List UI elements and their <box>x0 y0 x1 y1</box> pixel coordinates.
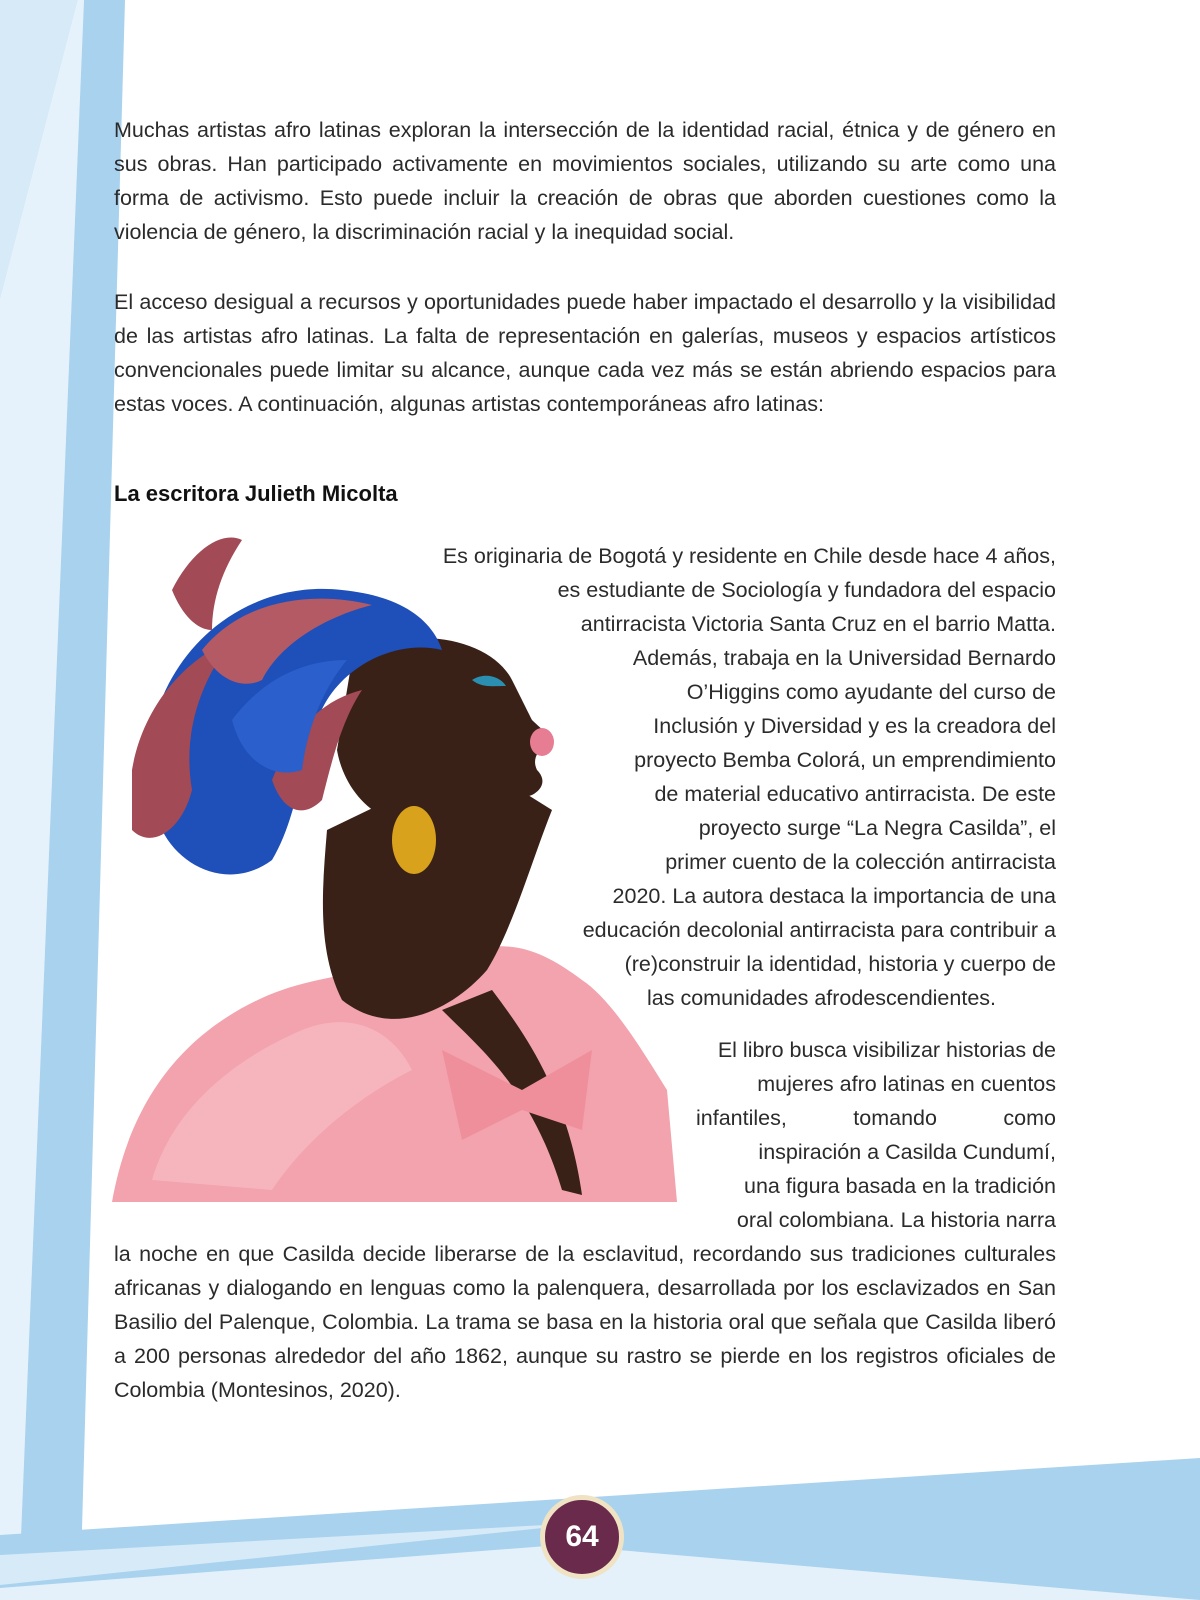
page-number-badge: 64 <box>540 1495 624 1579</box>
bio-line-10: primer cuento de la colección antirracista <box>665 850 1056 874</box>
book-paragraph-rest: la noche en que Casilda decide liberarse de la esclavitud, recordando sus tradiciones culturales africanas y dialogando en lenguas como la palenquera, desarrollada por los esclavizados en San Basilio del Palenque, Colombia. La trama se basa en la historia oral que señala que Casilda liberó a 200 personas alrededor del año 1862, aunque su rastro se pierde en los registros oficiales de Colombia (Montesinos, 2020). <box>114 1242 1056 1402</box>
bio-line-13: (re)construir la identidad, historia y cuerpo de <box>624 952 1056 976</box>
earring <box>392 806 436 874</box>
intro-paragraph-1: Muchas artistas afro latinas exploran la intersección de la identidad racial, étnica y de género en sus obras. Han participado activamente en movimientos sociales, utilizando su arte como una forma de activismo. Esto puede incluir la creación de obras que aborden cuestiones como la violencia de género, la discriminación racial y la inequidad social. <box>114 118 1056 244</box>
book-line-3: infantiles, tomando como <box>696 1106 1056 1130</box>
intro-paragraph-2: El acceso desigual a recursos y oportunidades puede haber impactado el desarrollo y la visibilidad de las artistas afro latinas. La falta de representación en galerías, museos y espacios artísticos convencionales puede limitar su alcance, aunque cada vez más se están abriendo espacios para estas voces. A continuación, algunas artistas contemporáneas afro latinas: <box>114 290 1056 416</box>
bio-line-3: antirracista Victoria Santa Cruz en el barrio Matta. <box>580 612 1056 636</box>
section-heading: La escritora Julieth Micolta <box>114 481 398 506</box>
book-line-5: una figura basada en la tradición <box>744 1174 1056 1198</box>
bio-line-7: proyecto Bemba Colorá, un emprendimiento <box>634 748 1056 772</box>
book-line-2: mujeres afro latinas en cuentos <box>757 1072 1056 1096</box>
book-line-4: inspiración a Casilda Cundumí, <box>758 1140 1056 1164</box>
bio-line-14: las comunidades afrodescendientes. <box>647 986 996 1010</box>
bio-line-1: Es originaria de Bogotá y residente en Chile desde hace 4 años, <box>442 544 1056 568</box>
head-shape <box>337 638 548 826</box>
bio-line-5: O’Higgins como ayudante del curso de <box>686 680 1056 704</box>
bio-line-4: Además, trabaja en la Universidad Bernardo <box>632 646 1056 670</box>
bio-line-2: es estudiante de Sociología y fundadora del espacio <box>557 578 1056 602</box>
bio-line-8: de material educativo antirracista. De este <box>654 782 1056 806</box>
lips <box>530 728 554 756</box>
bio-line-9: proyecto surge “La Negra Casilda”, el <box>698 816 1056 840</box>
bio-line-12: educación decolonial antirracista para contribuir a <box>582 918 1056 942</box>
bio-line-11: 2020. La autora destaca la importancia de una <box>612 884 1056 908</box>
book-line-6: oral colombiana. La historia narra <box>736 1208 1056 1232</box>
book-line-1: El libro busca visibilizar historias de <box>717 1038 1056 1062</box>
bio-line-6: Inclusión y Diversidad y es la creadora del <box>653 714 1056 738</box>
